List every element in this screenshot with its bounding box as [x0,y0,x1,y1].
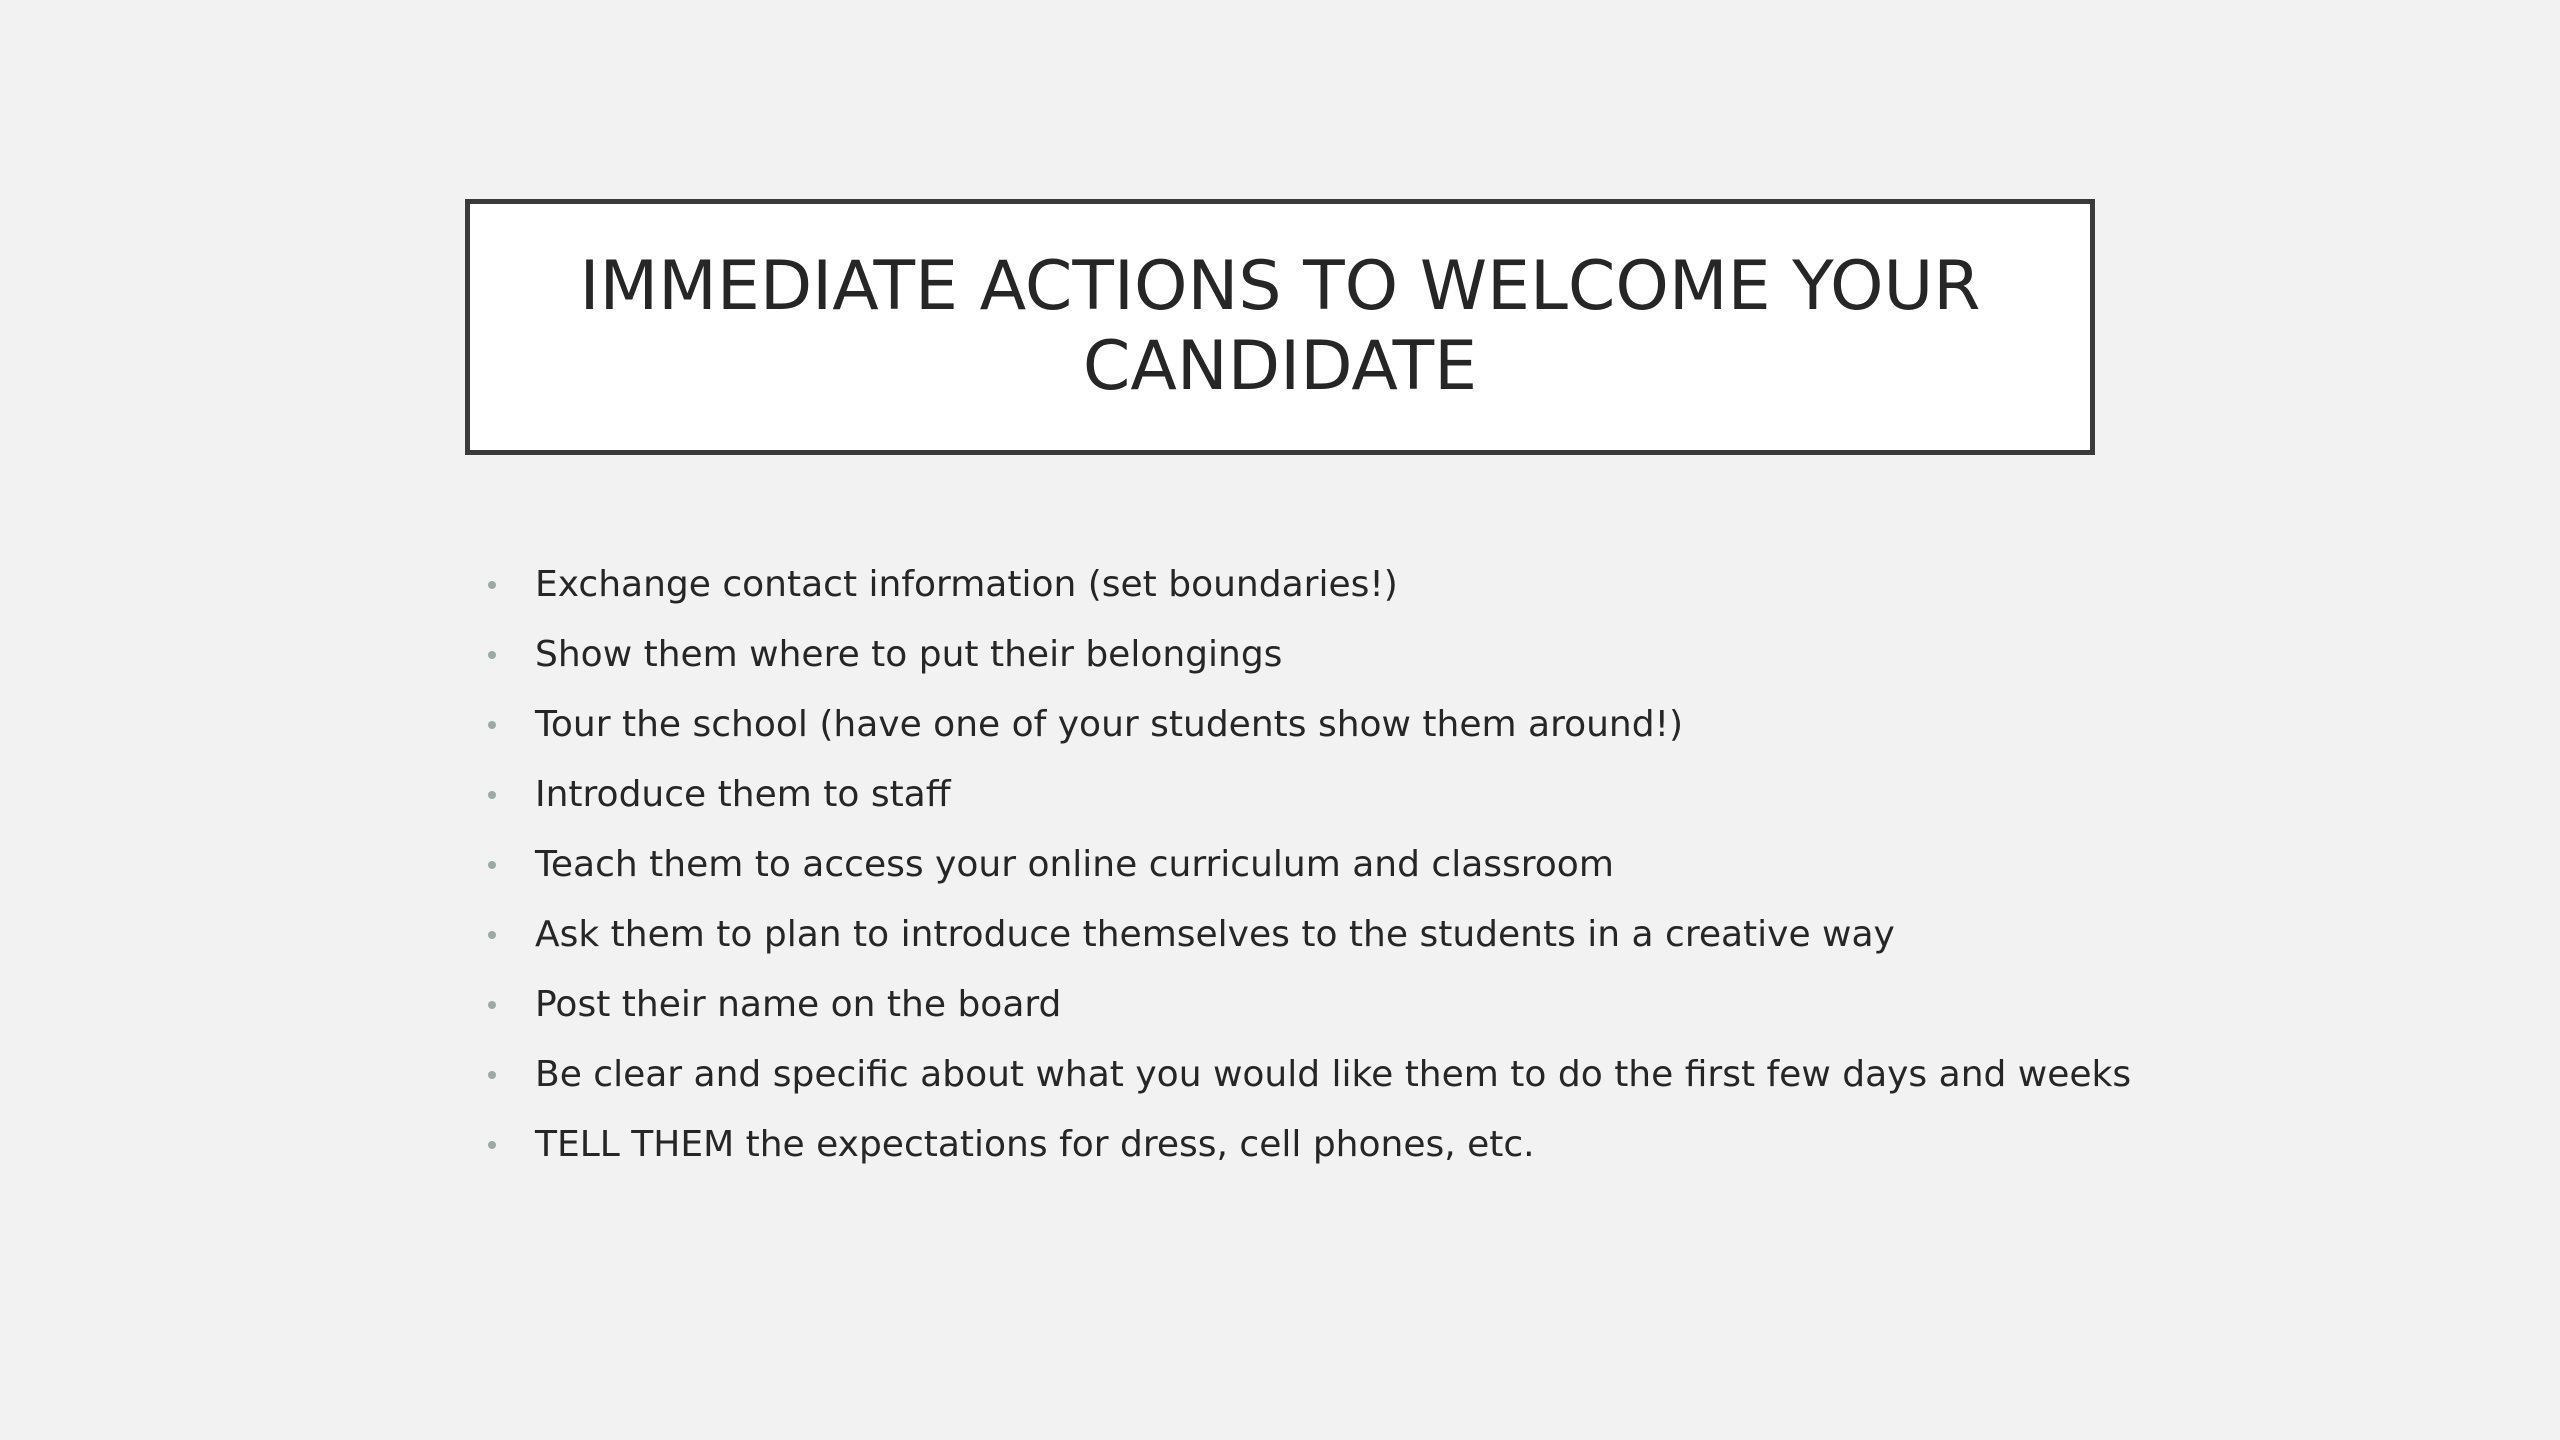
bullet-point-icon [488,861,496,869]
bullet-point-icon [488,791,496,799]
bullet-point-icon [488,1071,496,1079]
bullet-point-icon [488,651,496,659]
title-box [465,199,2095,455]
bullet-text: Post their name on the board [535,984,1062,1025]
bullet-item-tell-expectations [480,1110,2130,1180]
bullet-text: Teach them to access your online curriculum and classroom [535,844,1614,885]
bullet-text: Introduce them to staff [535,774,951,815]
bullet-point-icon [488,931,496,939]
bullet-item-online-curriculum [480,830,2130,900]
bullet-text: Tour the school (have one of your students show them around!) [535,704,1684,745]
bullet-item-introduce-staff [480,760,2130,830]
bullet-item-exchange-contact [480,550,2130,620]
bullet-text: Ask them to plan to introduce themselves to the students in a creative way [535,914,1895,955]
bullet-item-tour-school [480,690,2130,760]
bullet-text: TELL THEM the expectations for dress, cell phones, etc. [535,1124,1535,1165]
slide-title: IMMEDIATE ACTIONS TO WELCOME YOUR CANDIDATE [579,247,1981,406]
bullet-point-icon [488,1001,496,1009]
bullet-item-introduce-themselves [480,900,2130,970]
bullet-item-post-name [480,970,2130,1040]
bullet-item-belongings [480,620,2130,690]
bullet-text: Show them where to put their belongings [535,634,1283,675]
bullet-text: Be clear and specific about what you would like them to do the first few days and weeks [535,1054,2132,1095]
bullet-item-be-clear [480,1040,2130,1110]
bullet-text: Exchange contact information (set boundaries!) [535,564,1398,605]
bullet-point-icon [488,581,496,589]
bullet-point-icon [488,721,496,729]
bullet-list [480,550,2130,1180]
bullet-point-icon [488,1141,496,1149]
